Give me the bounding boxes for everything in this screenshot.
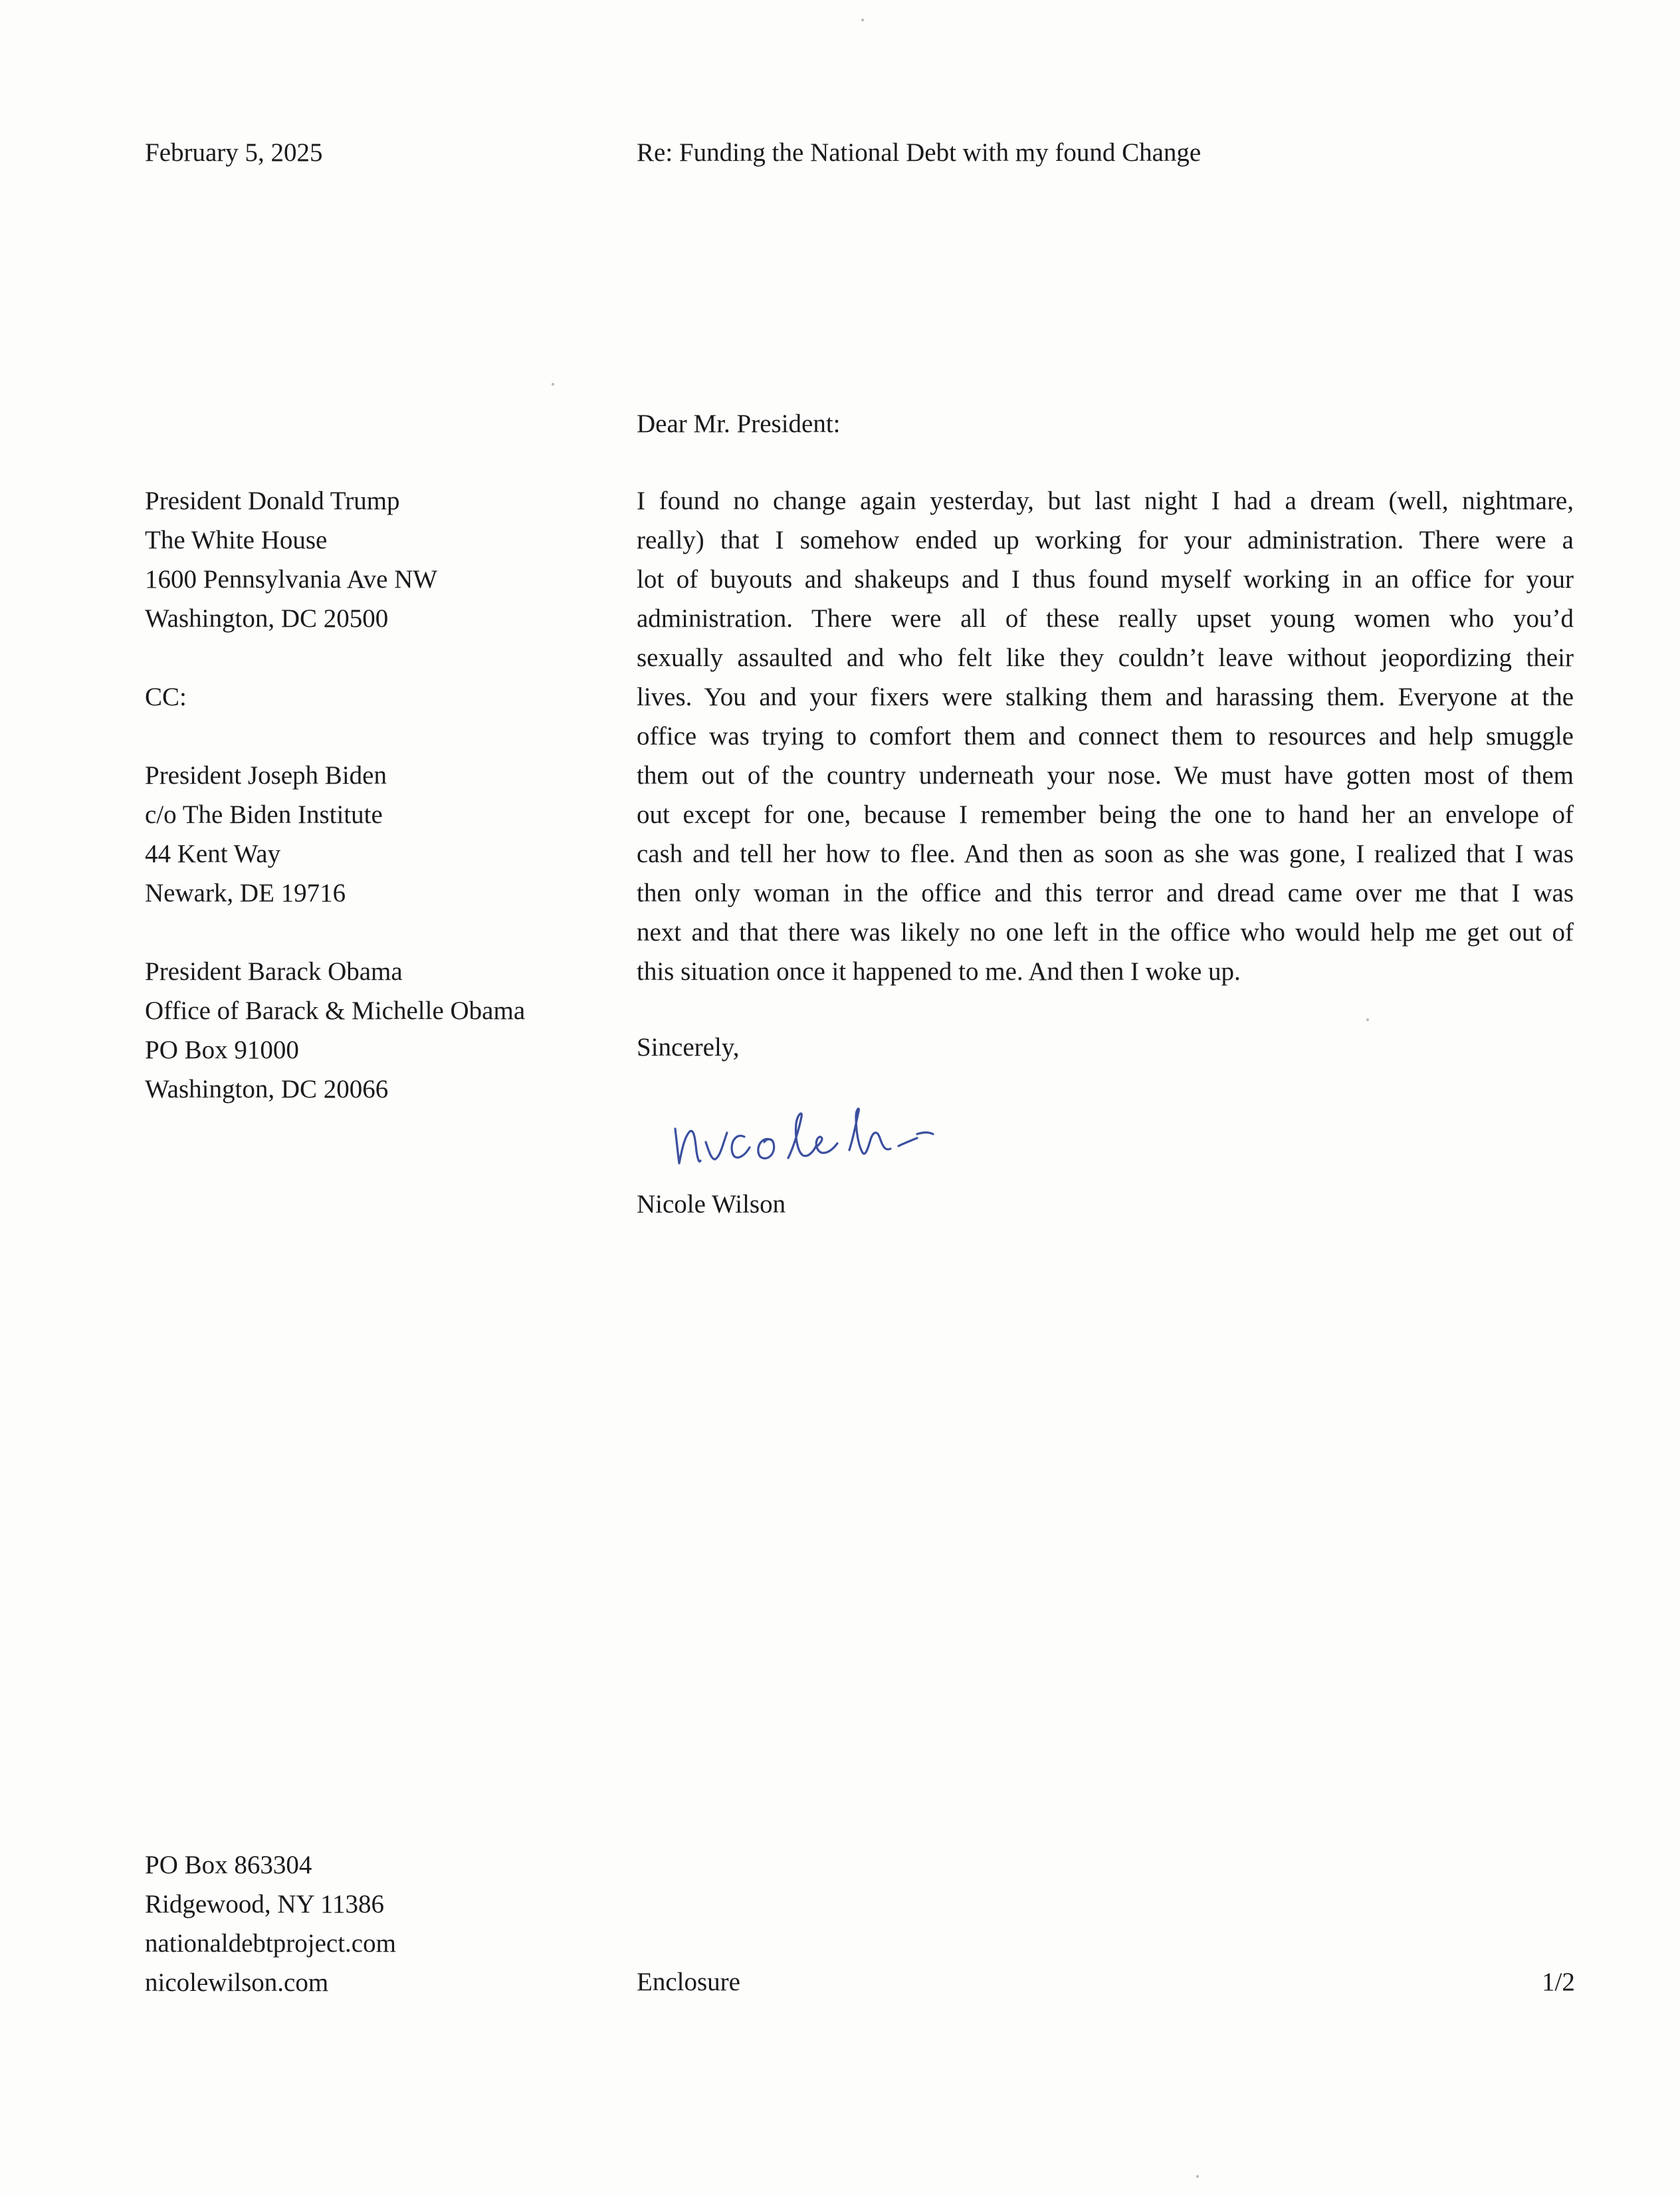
sender-name: Nicole Wilson — [637, 1190, 786, 1218]
closing: Sincerely, — [637, 1033, 740, 1062]
body-line: lives. You and your fixers were stalking them and harassing them. Everyone at the — [637, 683, 1574, 711]
recipient-biden — [145, 756, 525, 913]
address-line: President Donald Trump — [145, 487, 400, 515]
body-line: next and that there was likely no one left in the office who would help me get out of — [637, 918, 1574, 947]
footer-website-link[interactable]: nicolewilson.com — [145, 1968, 329, 1997]
address-line: President Barack Obama — [145, 957, 403, 986]
body-line: I found no change again yesterday, but last night I had a dream (well, nightmare, — [637, 487, 1574, 515]
address-line: Washington, DC 20066 — [145, 1075, 389, 1103]
body-line: really) that I somehow ended up working for your administration. There were a — [637, 526, 1574, 554]
scan-speck — [861, 19, 864, 21]
address-line: c/o The Biden Institute — [145, 800, 383, 829]
footer-address — [145, 1845, 396, 2002]
handwritten-signature — [670, 1090, 982, 1177]
address-line: President Joseph Biden — [145, 761, 387, 790]
body-line: lot of buyouts and shakeups and I thus found myself working in an office for your — [637, 565, 1574, 594]
cc-label: CC: — [145, 683, 187, 711]
address-line: 44 Kent Way — [145, 840, 281, 868]
address-line: The White House — [145, 526, 328, 554]
footer-website-link[interactable]: nationaldebtproject.com — [145, 1929, 396, 1958]
scan-speck — [1366, 1018, 1369, 1021]
recipient-addresses — [145, 481, 525, 1109]
body-line: sexually assaulted and who felt like they couldn’t leave without jeopordizing their — [637, 643, 1574, 672]
enclosure-note: Enclosure — [637, 1968, 740, 1996]
letter-date: February 5, 2025 — [145, 138, 323, 167]
scan-speck — [552, 383, 554, 386]
body-line: cash and tell her how to flee. And then as soon as she was gone, I realized that I was — [637, 840, 1574, 868]
salutation: Dear Mr. President: — [637, 409, 841, 438]
address-line: PO Box 91000 — [145, 1036, 299, 1064]
body-line: office was trying to comfort them and connect them to resources and help smuggle — [637, 722, 1574, 751]
footer-address-line: Ridgewood, NY 11386 — [145, 1890, 385, 1918]
body-line: out except for one, because I remember being the one to hand her an envelope of — [637, 800, 1574, 829]
recipient-obama — [145, 952, 525, 1109]
body-line: this situation once it happened to me. And then I woke up. — [637, 957, 1241, 986]
body-line: then only woman in the office and this terror and dread came over me that I was — [637, 879, 1574, 907]
scan-speck — [1196, 2175, 1199, 2178]
letter-subject: Re: Funding the National Debt with my found Change — [637, 138, 1202, 167]
address-line: 1600 Pennsylvania Ave NW — [145, 565, 438, 594]
address-line: Newark, DE 19716 — [145, 879, 346, 907]
footer-address-line: PO Box 863304 — [145, 1851, 312, 1879]
letter-body — [637, 481, 1574, 991]
body-line: administration. There were all of these really upset young women who you’d — [637, 604, 1574, 633]
body-line: them out of the country underneath your nose. We must have gotten most of them — [637, 761, 1574, 790]
cc-label-group — [145, 677, 525, 717]
address-line: Office of Barack & Michelle Obama — [145, 996, 526, 1025]
address-line: Washington, DC 20500 — [145, 604, 389, 633]
page-number: 1/2 — [1542, 1968, 1575, 1996]
recipient-trump — [145, 481, 525, 638]
